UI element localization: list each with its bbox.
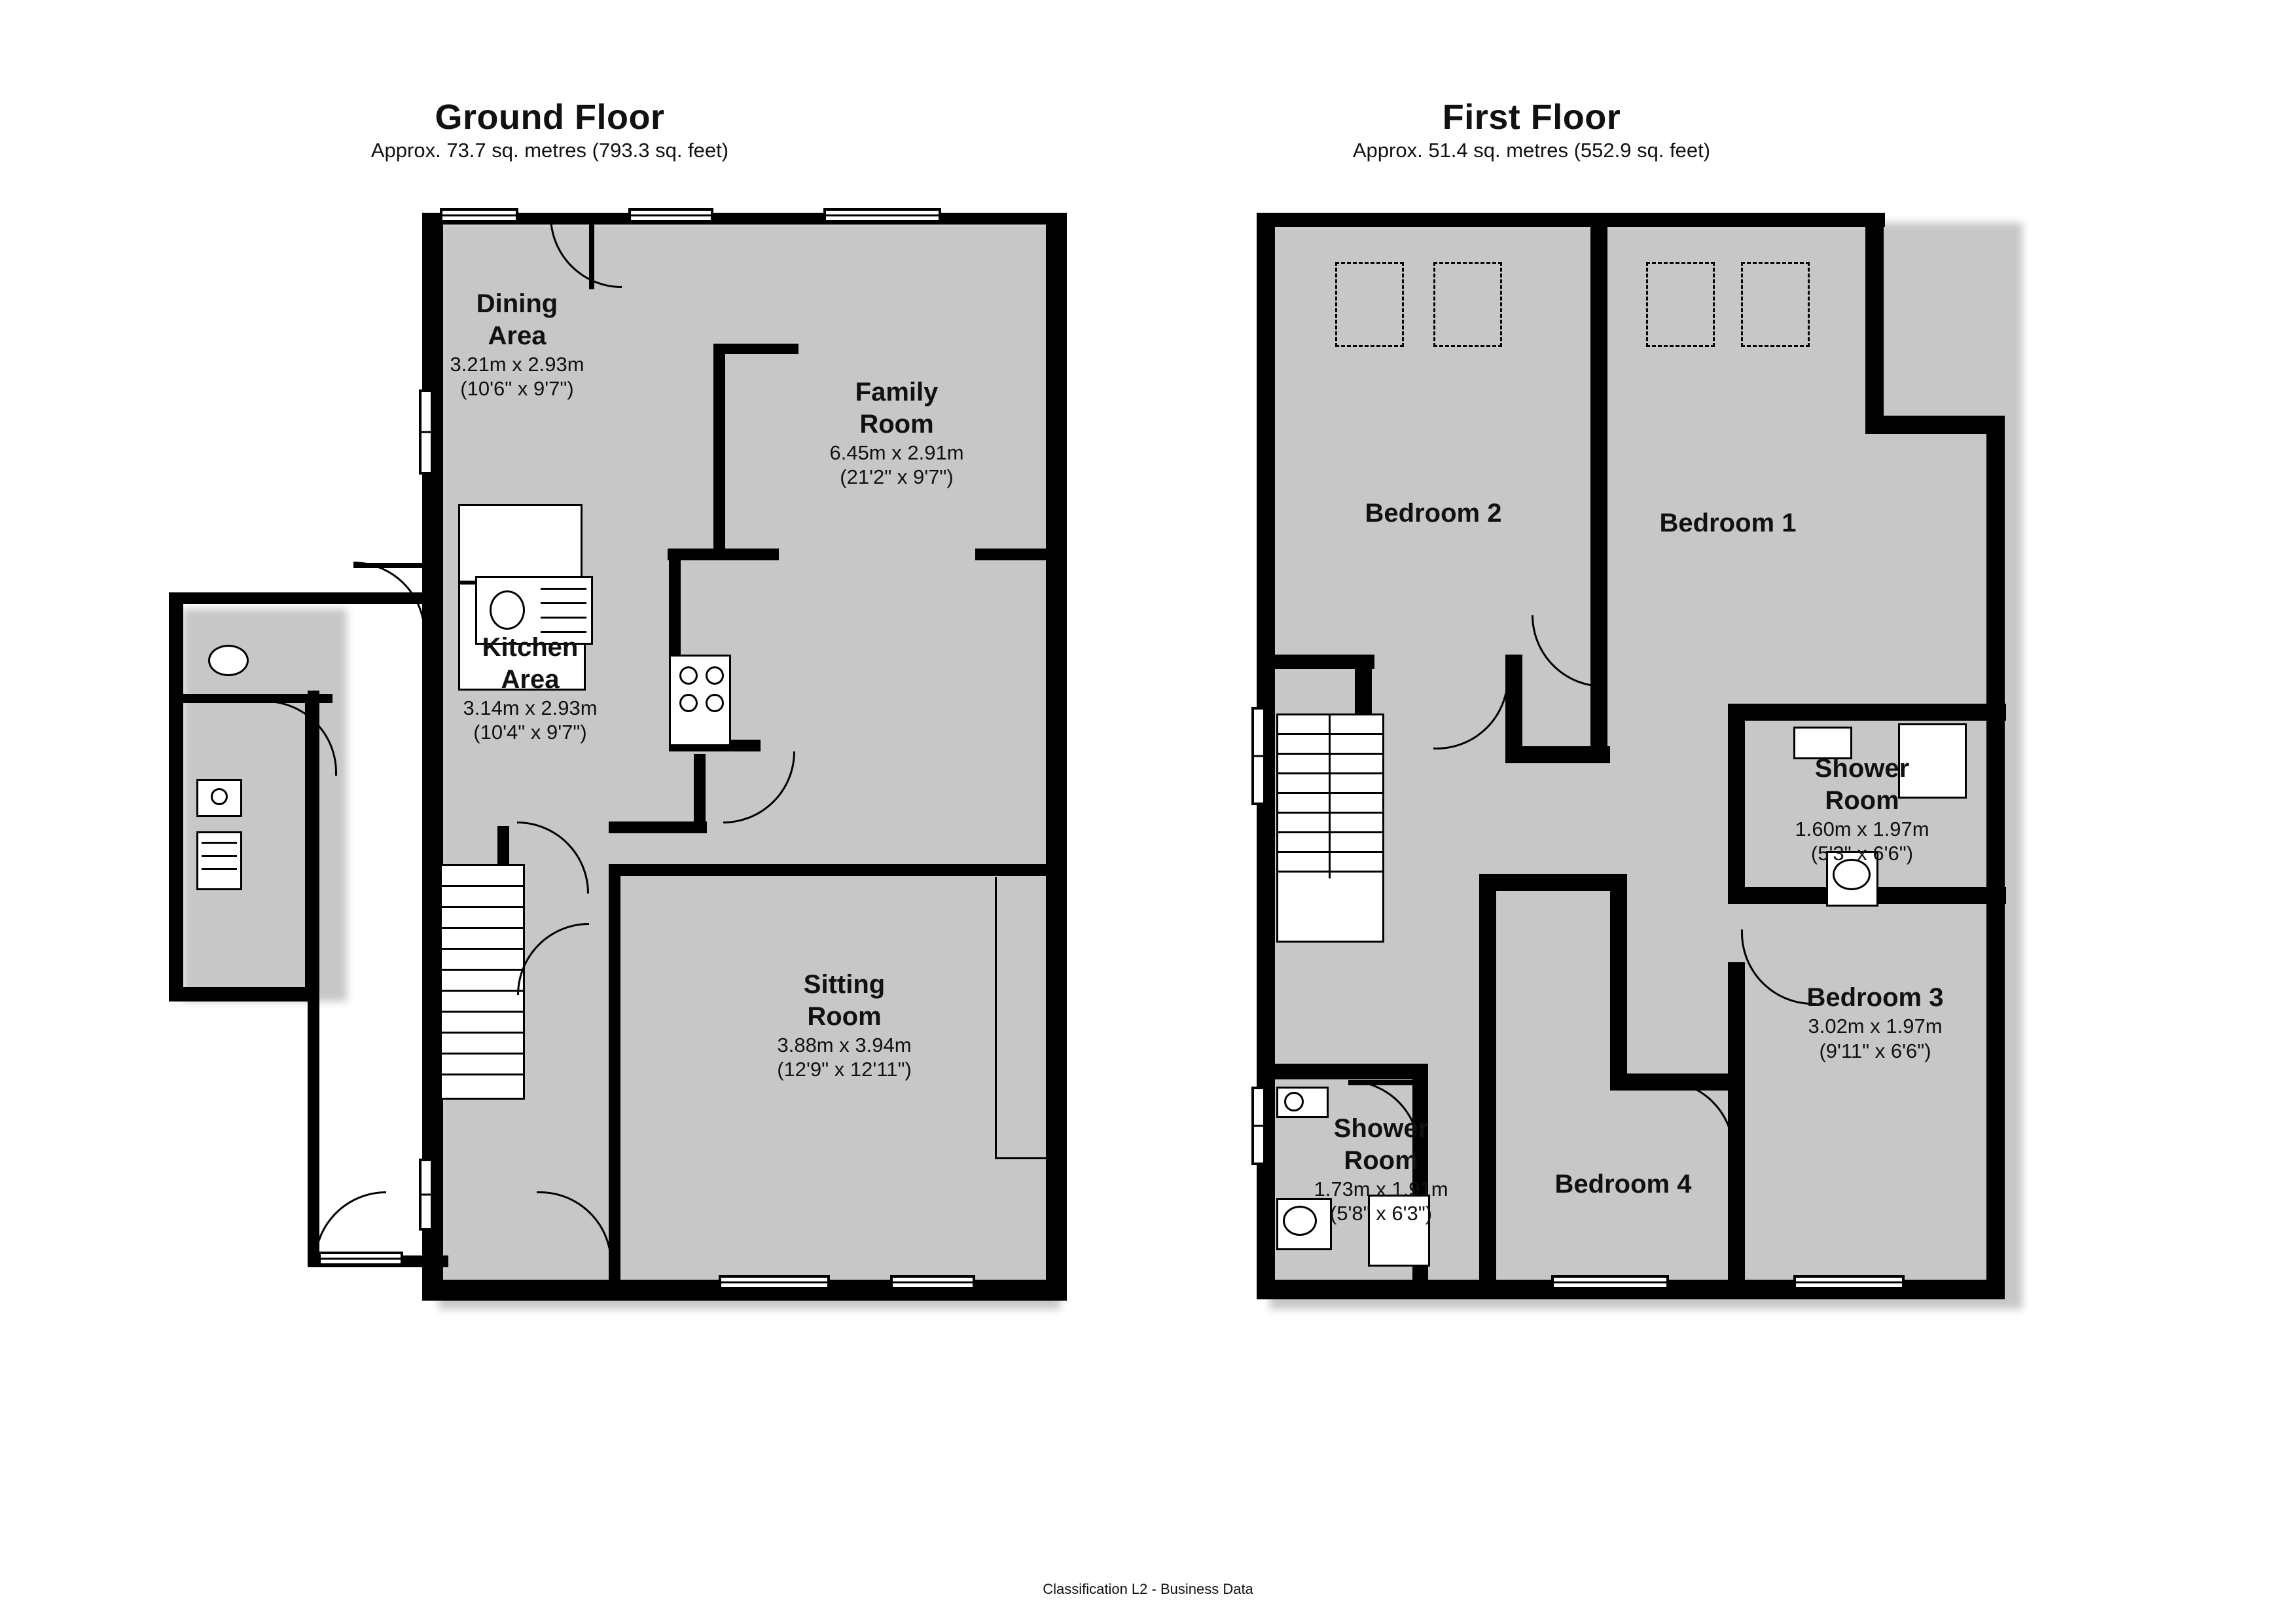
room-name-line2: Room (859, 409, 934, 439)
kitchen-counter (458, 504, 583, 583)
room-name-line2: Room (1344, 1146, 1418, 1175)
wall-kitchen-top (668, 549, 779, 560)
stair-step (442, 1074, 523, 1075)
room-dim-imperial: (5'3" x 6'6") (1810, 842, 1914, 865)
wall-bed4-top (1479, 874, 1623, 891)
first-floor-area: Approx. 51.4 sq. metres (552.9 sq. feet) (1352, 139, 1711, 162)
wall-sitting-left (609, 864, 620, 1283)
door-leaf-dining-top (589, 217, 594, 289)
room-name-line1: Dining (476, 289, 558, 318)
utility-line-1 (202, 842, 237, 844)
room-label-shower-room-1 (1741, 753, 1983, 866)
room-name-line1: Bedroom 3 (1806, 983, 1944, 1012)
wall-family-nib (975, 549, 1049, 560)
window-dining-top-2 (628, 208, 713, 223)
room-name-line2: Room (1825, 785, 1899, 815)
wall-ground-right (1046, 213, 1067, 1301)
ground-floor-area: Approx. 73.7 sq. metres (793.3 sq. feet) (370, 139, 729, 162)
room-dim-imperial: (9'11" x 6'6") (1819, 1039, 1931, 1062)
room-name-line1: Bedroom 1 (1659, 509, 1797, 537)
wall-ground-top (422, 213, 1067, 225)
utility-line-2 (202, 855, 237, 857)
room-dim-metric: 6.45m x 2.91m (829, 441, 964, 464)
room-dim-imperial: (10'6" x 9'7") (460, 377, 574, 401)
utility-appliance-icon (196, 831, 242, 890)
room-name-line1: Bedroom 2 (1365, 499, 1502, 528)
room-label-bedroom-3 (1748, 982, 2003, 1063)
room-dim-imperial: (21'2" x 9'7") (840, 465, 954, 489)
room-label-dining-area (393, 288, 641, 401)
room-name-line1: Bedroom 4 (1554, 1170, 1692, 1199)
window-dining-left (419, 389, 433, 475)
window-bed4-bottom (1551, 1275, 1669, 1290)
wardrobe-bed1-1 (1646, 262, 1715, 347)
ground-floor-title: Ground Floor (435, 98, 665, 137)
utility-sink-bowl-icon (211, 788, 228, 805)
ground-staircase (440, 864, 525, 1100)
wardrobe-bed2-1 (1335, 262, 1404, 347)
window-dining-top-1 (440, 208, 518, 223)
room-dim-metric: 1.73m x 1.91m (1314, 1177, 1448, 1200)
wall-hall-top (609, 821, 707, 833)
wall-first-right-upper (1865, 213, 1884, 429)
hob-ring-4-icon (706, 694, 724, 712)
room-label-kitchen-area (406, 632, 655, 745)
stair-step (442, 885, 523, 887)
wall-sitting-top (609, 864, 1047, 876)
room-dim-metric: 3.14m x 2.93m (463, 696, 598, 719)
wall-ext-left (169, 592, 183, 1001)
room-dim-imperial: (5'8" x 6'3") (1329, 1202, 1433, 1225)
room-dim-metric: 3.21m x 2.93m (450, 352, 584, 376)
wc-pan-icon (208, 645, 249, 676)
room-name-line2: Area (501, 664, 560, 694)
room-name-line1: Kitchen (482, 633, 579, 662)
room-name-line1: Family (855, 378, 939, 406)
stair-step (442, 990, 523, 992)
stair-step (442, 927, 523, 929)
stair-step (442, 969, 523, 971)
wall-dining-family (713, 344, 725, 553)
room-name-line2: Area (488, 321, 547, 350)
room-name-line1: Shower (1333, 1114, 1429, 1143)
door-leaf-shower2 (1348, 1080, 1420, 1085)
wall-first-step-out (1865, 416, 2003, 434)
wall-first-top-right (1610, 213, 1885, 227)
wall-hall-left (694, 754, 706, 831)
hob-ring-1-icon (679, 666, 698, 685)
sink-bowl-icon (490, 590, 525, 630)
room-label-family-room (772, 376, 1021, 490)
room-label-bedroom-4 (1499, 1168, 1748, 1200)
stair-step (442, 906, 523, 908)
door-leaf-utility (353, 563, 425, 568)
hob-ring-3-icon (679, 694, 698, 712)
wall-shower2-top (1257, 1064, 1427, 1079)
window-landing-left (1251, 707, 1266, 805)
room-label-bedroom-1 (1604, 507, 1852, 539)
wall-ext-bottom (169, 987, 319, 1001)
shower2-basin-bowl-icon (1284, 1092, 1304, 1111)
wall-porch-left (308, 691, 319, 1267)
drainer-line-2 (541, 602, 586, 604)
window-bed3-bottom (1793, 1275, 1905, 1290)
window-hall-left (419, 1159, 433, 1231)
hob-ring-2-icon (706, 666, 724, 685)
door-porch-exterior (314, 1191, 386, 1263)
door-utility (353, 562, 425, 634)
window-sitting-bottom-2 (890, 1275, 975, 1290)
drainer-line-3 (541, 617, 586, 619)
first-floor-title: First Floor (1442, 98, 1621, 137)
classification-footer: Classification L2 - Business Data (1043, 1581, 1253, 1597)
room-label-bedroom-2 (1309, 497, 1558, 530)
room-name-line1: Sitting (803, 970, 886, 999)
window-sitting-bottom-1 (719, 1275, 830, 1290)
room-dim-imperial: (12'9" x 12'11") (777, 1058, 912, 1081)
room-name-line2: Room (807, 1001, 882, 1031)
wall-bed4-right-upper (1610, 874, 1627, 1090)
window-family-top (823, 208, 941, 223)
wall-first-right-lower (1986, 416, 2005, 1299)
wardrobe-bed1-2 (1741, 262, 1810, 347)
utility-line-3 (202, 868, 237, 870)
stair-rail (1329, 715, 1331, 878)
room-dim-imperial: (10'4" x 9'7") (473, 721, 587, 744)
room-label-shower-room-2 (1257, 1113, 1505, 1226)
stair-step (442, 948, 523, 950)
sitting-furniture-line (995, 877, 997, 1159)
stair-step (442, 1011, 523, 1013)
wall-shower-top (1728, 704, 2006, 721)
wall-bed2-landing (1505, 655, 1522, 763)
room-dim-metric: 3.88m x 3.94m (777, 1033, 912, 1056)
room-dim-metric: 3.02m x 1.97m (1808, 1014, 1943, 1038)
stair-step (442, 1053, 523, 1055)
wardrobe-bed2-2 (1433, 262, 1502, 347)
stair-step (442, 1032, 523, 1034)
wall-dining-nib (713, 344, 798, 354)
room-name-line1: Shower (1814, 754, 1910, 783)
sitting-furniture-line-2 (995, 1157, 1047, 1159)
wall-bed3-left (1728, 962, 1745, 1283)
drainer-line-1 (541, 588, 586, 590)
room-dim-metric: 1.60m x 1.97m (1795, 817, 1929, 840)
room-label-sitting-room (713, 969, 975, 1082)
